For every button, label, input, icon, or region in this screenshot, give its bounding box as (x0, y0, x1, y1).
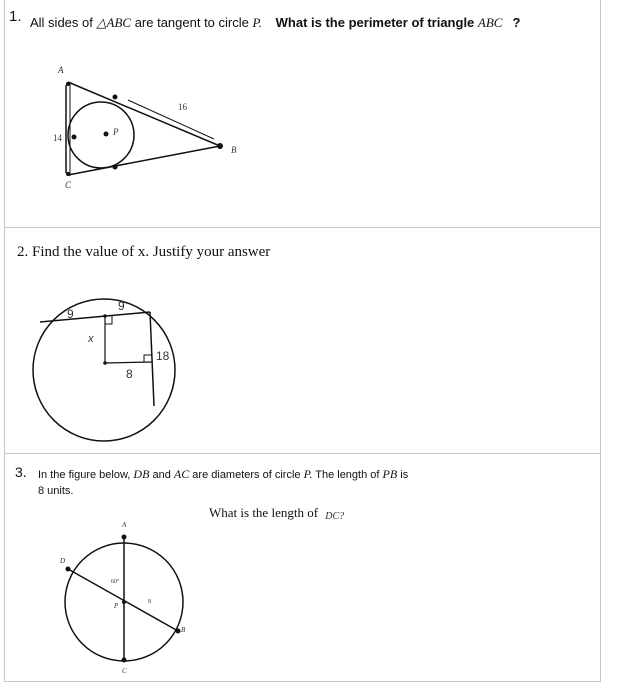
question-1-prompt (30, 15, 520, 31)
label-C: C (122, 667, 127, 675)
label-A: A (122, 521, 127, 529)
label-16: 16 (178, 102, 187, 112)
q3-figure (50, 519, 210, 684)
label-60-degrees: 60° (111, 579, 120, 585)
label-C: C (65, 180, 72, 190)
question-1-number: 1. (9, 8, 22, 25)
label-B: B (181, 626, 186, 634)
label-B: B (231, 145, 237, 155)
label-D: D (60, 557, 66, 565)
label-A: A (58, 65, 64, 75)
question-2 (4, 228, 601, 454)
q3-and: and (152, 469, 171, 481)
question-3 (4, 454, 601, 682)
q3-question-text: What is the length of (209, 505, 319, 520)
q1-question-mark: ? (512, 15, 521, 30)
question-3-number: 3. (15, 464, 27, 480)
q3-pb: PB (382, 467, 398, 481)
q3-db: DB (133, 467, 150, 481)
label-8: 8 (148, 599, 151, 605)
q3-text-d: is (400, 469, 409, 481)
q3-arc-dc: DC? (325, 511, 345, 522)
q3-text-b: are diameters of circle (192, 469, 301, 481)
q3-text-a: In the figure below, (38, 469, 131, 481)
label-9-right: 9 (118, 299, 125, 313)
label-P: P (113, 127, 119, 137)
q1-text-prefix: All sides of (30, 15, 93, 30)
question-2-prompt: 2. Find the value of x. Justify your answer (17, 244, 271, 260)
q3-ac: AC (173, 467, 190, 481)
label-P: P (114, 602, 119, 610)
q1-question-triangle: ABC (477, 15, 503, 30)
label-8: 8 (126, 367, 133, 381)
q1-figure (44, 62, 284, 202)
label-14: 14 (53, 133, 62, 143)
q3-p: P. (303, 467, 313, 481)
q3-line-2: 8 units. (38, 485, 74, 497)
question-1 (4, 0, 601, 228)
q2-figure (32, 298, 202, 473)
q3-question (209, 505, 344, 521)
q1-text-mid: are tangent to circle (134, 15, 249, 30)
q1-question: What is the perimeter of triangle (275, 15, 475, 30)
label-18: 18 (156, 349, 170, 363)
question-3-prompt (38, 466, 438, 499)
q3-text-c: The length of (315, 469, 380, 481)
label-9-left: 9 (67, 307, 74, 321)
label-x: x (88, 333, 94, 345)
q1-circle-name: P. (252, 15, 263, 30)
q1-triangle-name: △ABC (96, 15, 132, 30)
